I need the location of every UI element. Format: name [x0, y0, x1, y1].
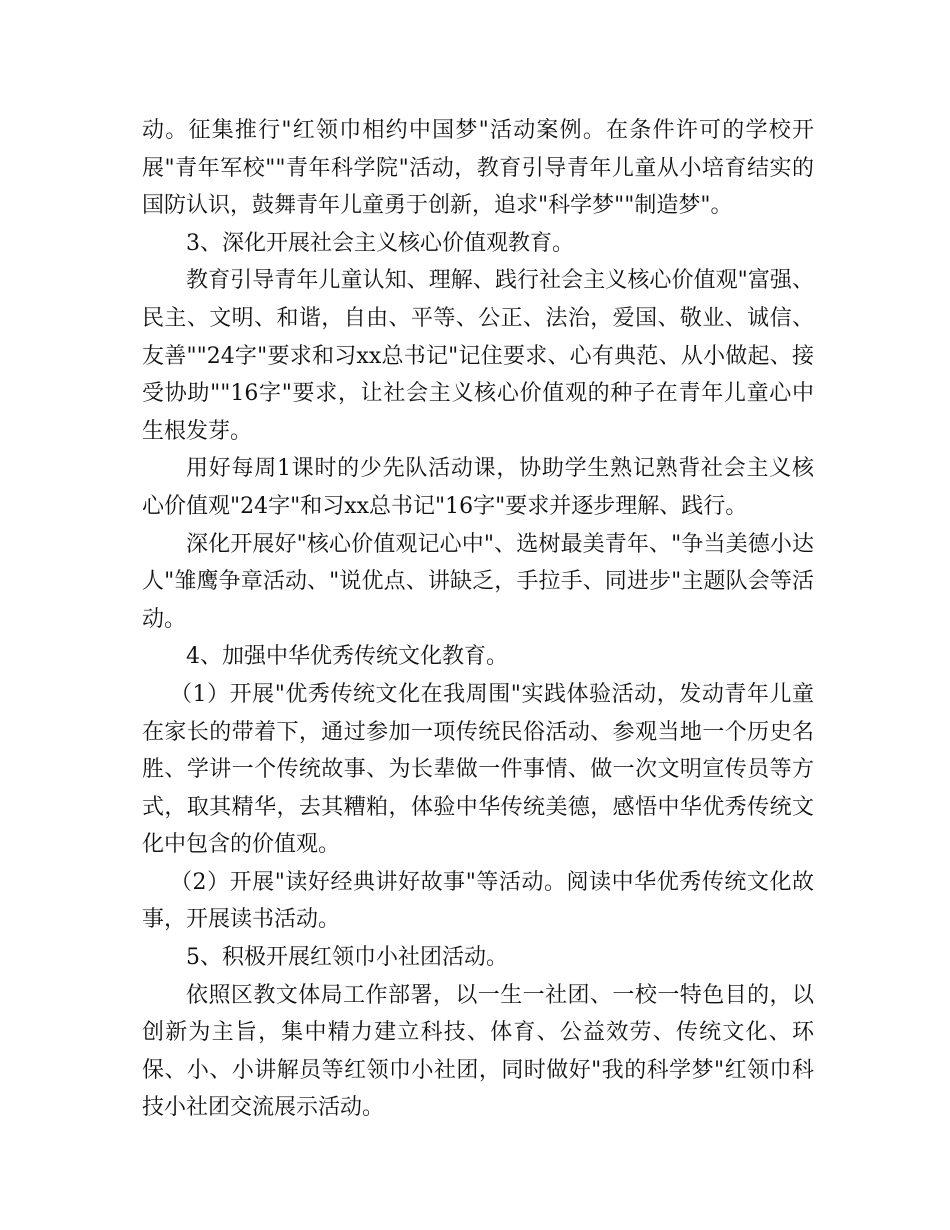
section-heading-3: 3、深化开展社会主义核心价值观教育。 [186, 230, 574, 256]
paragraph-item-1: （1）开展"优秀传统文化在我周围"实践体验活动，发动青年儿童在家长的带着下，通过参加一项传统民俗活动、参观当地一个历史名胜、学讲一个传统故事、为长辈做一件事情、做一次文明宣传员等方式，取其精华，去其糟粕，体验中华传统美德，感悟中华优秀传统文化中包含的价值观。 [142, 681, 814, 858]
paragraph-deepen-activities: 深化开展好"核心价值观记心中"、选树最美青年、"争当美德小达人"雏鹰争章活动、"说优点、讲缺乏，手拉手、同进步"主题队会等活动。 [142, 531, 814, 632]
paragraph-activity-class: 用好每周1课时的少先队活动课，协助学生熟记熟背社会主义核心价值观"24字"和习xx总书记"16字"要求并逐步理解、践行。 [142, 456, 814, 519]
document-body [142, 112, 814, 1127]
section-heading-5: 5、积极开展红领巾小社团活动。 [186, 945, 508, 971]
paragraph-clubs: 依照区教文体局工作部署，以一生一社团、一校一特色目的，以创新为主旨，集中精力建立科技、体育、公益效劳、传统文化、环保、小、小讲解员等红领巾小社团，同时做好"我的科学梦"红领巾科技小社团交流展示活动。 [142, 982, 814, 1121]
section-heading-4: 4、加强中华优秀传统文化教育。 [186, 644, 508, 670]
paragraph-continuation: 动。征集推行"红领巾相约中国梦"活动案例。在条件许可的学校开展"青年军校""青年科学院"活动，教育引导青年儿童从小培育结实的国防认识，鼓舞青年儿童勇于创新，追求"科学梦""制造梦"。 [142, 118, 814, 219]
paragraph-item-2: （2）开展"读好经典讲好故事"等活动。阅读中华优秀传统文化故事，开展读书活动。 [142, 869, 814, 933]
paragraph-core-values: 教育引导青年儿童认知、理解、践行社会主义核心价值观"富强、民主、文明、和谐，自由、平等、公正、法治，爱国、敬业、诚信、友善""24字"要求和习xx总书记"记住要求、心有典范、从小做起、接受协助""16字"要求，让社会主义核心价值观的种子在青年儿童心中生根发芽。 [142, 268, 814, 444]
